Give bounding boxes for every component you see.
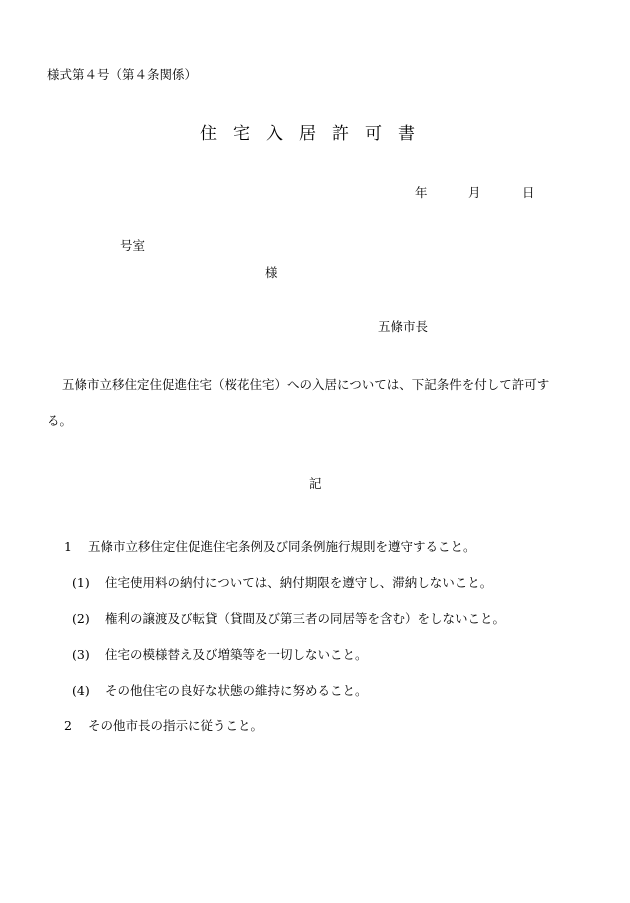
date-year-label: 年 (415, 185, 428, 200)
document-title: 住宅入居許可書 (200, 124, 431, 144)
condition-number: 1 (64, 539, 72, 554)
condition-number: (4) (72, 683, 90, 698)
condition-1-3 (72, 649, 368, 662)
condition-number: (2) (72, 611, 90, 626)
condition-text: 権利の譲渡及び転貸（貸間及び第三者の同居等を含む）をしないこと。 (105, 611, 506, 626)
condition-1-1 (72, 577, 492, 590)
room-label: 号室 (120, 238, 146, 253)
issuer: 五條市長 (378, 319, 429, 334)
condition-1-4 (72, 685, 368, 698)
date-month-label: 月 (468, 185, 481, 200)
condition-text: 住宅の模様替え及び増築等を一切しないこと。 (105, 647, 368, 662)
condition-2 (64, 720, 263, 733)
condition-text: 五條市立移住定住促進住宅条例及び同条例施行規則を遵守すること。 (88, 539, 476, 554)
addressee-suffix: 様 (265, 265, 278, 280)
condition-1 (64, 541, 476, 554)
condition-number: (3) (72, 647, 90, 662)
condition-text: その他住宅の良好な状態の維持に努めること。 (105, 683, 368, 698)
body-line-2: る。 (47, 413, 73, 428)
ki-heading: 記 (309, 476, 322, 491)
condition-number: 2 (64, 718, 72, 733)
condition-number: (1) (72, 575, 90, 590)
condition-1-2 (72, 613, 505, 626)
form-number: 様式第４号（第４条関係） (47, 67, 198, 82)
body-line-1: 五條市立移住定住促進住宅（桜花住宅）への入居については、下記条件を付して許可す (62, 377, 550, 392)
condition-text: 住宅使用料の納付については、納付期限を遵守し、滞納しないこと。 (105, 575, 493, 590)
condition-text: その他市長の指示に従うこと。 (88, 718, 264, 733)
date-day-label: 日 (522, 185, 535, 200)
